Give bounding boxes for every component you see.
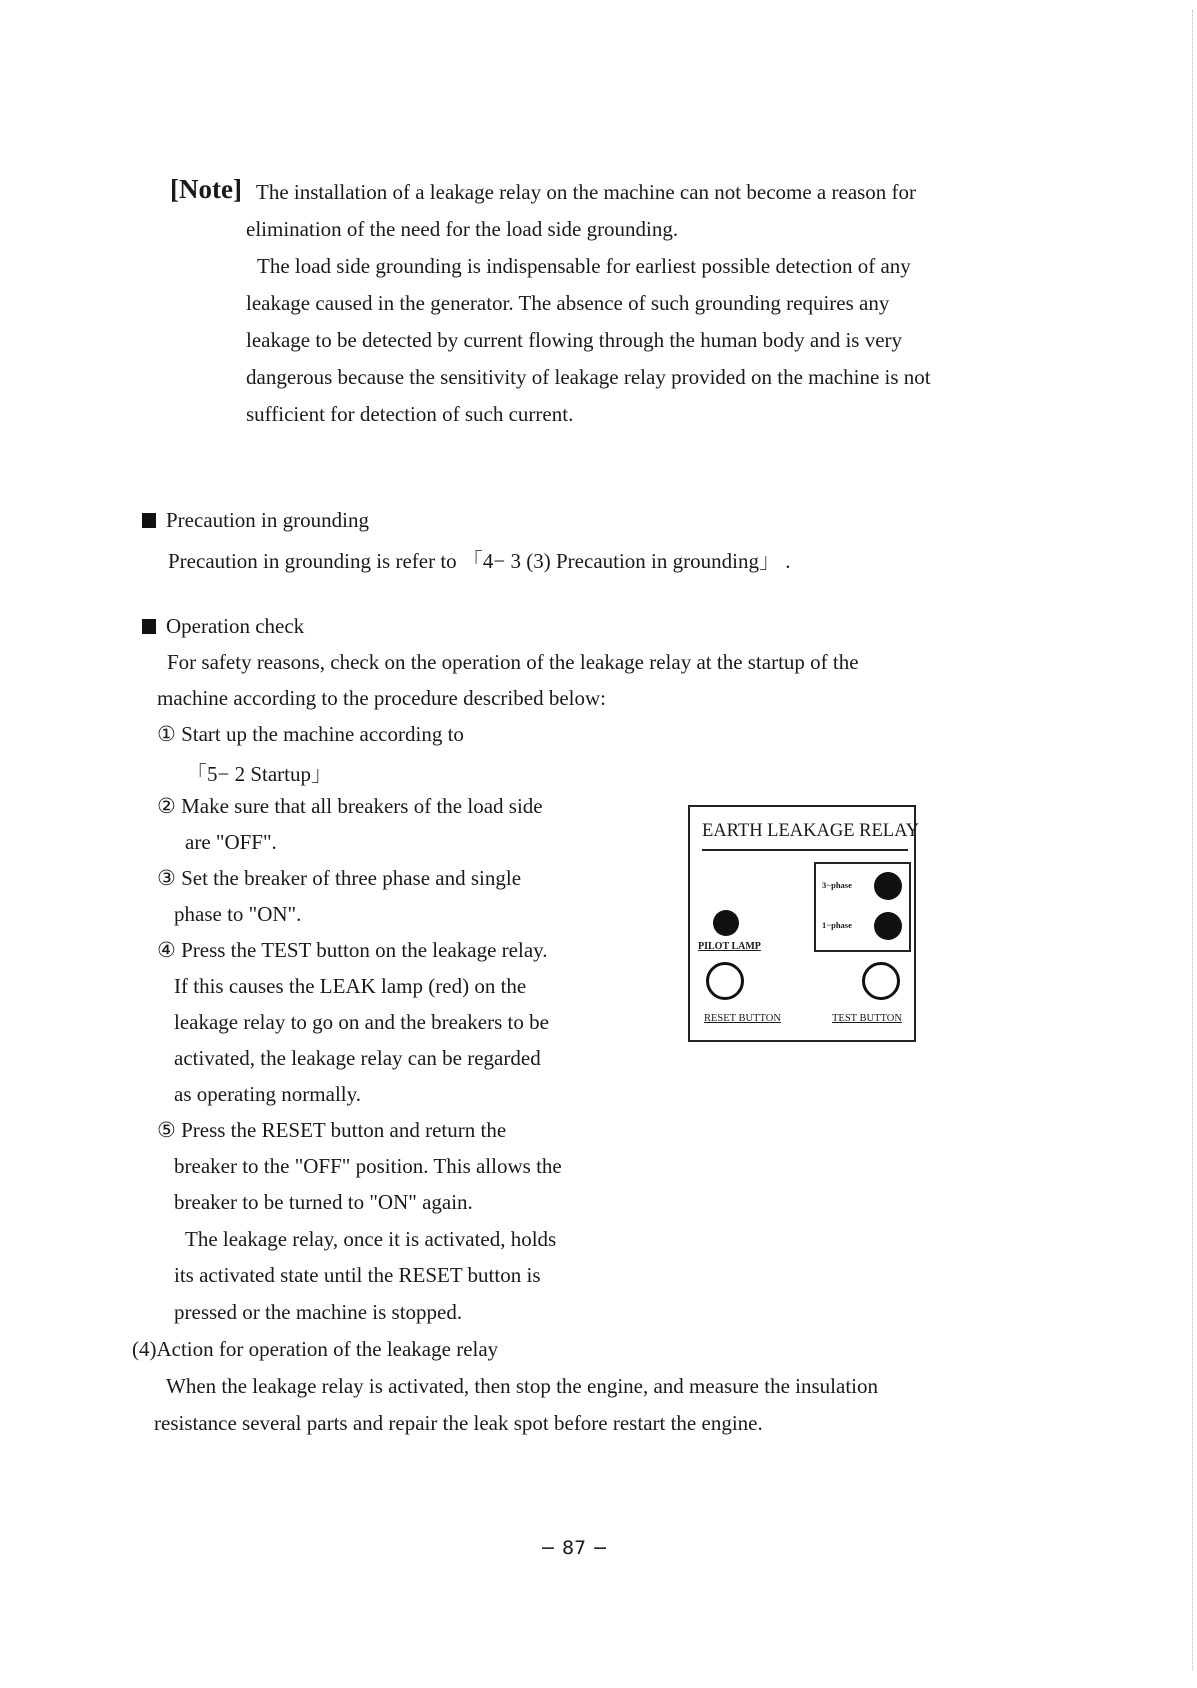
reset-button-label: RESET BUTTON — [704, 1013, 781, 1024]
step-line: as operating normally. — [174, 1082, 362, 1106]
test-button-icon — [862, 962, 900, 1000]
phase1-label: 1−phase — [822, 920, 852, 930]
note-line: elimination of the need for the load side grounding. — [246, 217, 679, 241]
step-line: leakage relay to go on and the breakers to be — [174, 1010, 549, 1034]
step-line: 「5− 2 Startup」 — [186, 762, 333, 786]
step-line: If this causes the LEAK lamp (red) on the — [174, 974, 527, 998]
phase1-lamp-icon — [874, 912, 902, 940]
step-line: phase to "ON". — [174, 902, 302, 926]
step-line: its activated state until the RESET button is — [174, 1263, 541, 1287]
note-line: sufficient for detection of such current. — [246, 402, 574, 426]
note-line: dangerous because the sensitivity of leakage relay provided on the machine is not — [246, 365, 931, 389]
grounding-text: Precaution in grounding is refer to 「4− 3 (3) Precaution in grounding」 . — [168, 549, 791, 573]
step-line: ① Start up the machine according to — [157, 722, 464, 746]
step-line: are "OFF". — [185, 830, 277, 854]
phase3-label: 3−phase — [822, 880, 852, 890]
phase-lamp-box — [814, 862, 911, 952]
step-line: pressed or the machine is stopped. — [174, 1300, 463, 1324]
operation-intro: For safety reasons, check on the operation of the leakage relay at the startup of the — [167, 650, 859, 674]
note-line: leakage caused in the generator. The absence of such grounding requires any — [246, 291, 890, 315]
step-line: ④ Press the TEST button on the leakage relay. — [157, 938, 548, 962]
note-line: The installation of a leakage relay on the machine can not become a reason for — [256, 180, 917, 204]
relay-panel-diagram — [688, 805, 920, 1042]
step-line: breaker to be turned to "ON" again. — [174, 1190, 473, 1214]
bullet-square-icon — [142, 513, 156, 528]
relay-panel-title: EARTH LEAKAGE RELAY — [702, 821, 920, 841]
operation-intro: machine according to the procedure described below: — [157, 686, 606, 710]
step-line: breaker to the "OFF" position. This allows the — [174, 1154, 562, 1178]
reset-button-icon — [706, 962, 744, 1000]
note-tag: [Note] — [170, 174, 242, 204]
title-underline — [702, 849, 908, 851]
test-button-label: TEST BUTTON — [832, 1013, 902, 1024]
operation-heading: Operation check — [142, 614, 304, 639]
step-line: The leakage relay, once it is activated, holds — [185, 1227, 557, 1251]
step-line: ③ Set the breaker of three phase and single — [157, 866, 522, 890]
step-line: ⑤ Press the RESET button and return the — [157, 1118, 507, 1142]
action-line: When the leakage relay is activated, then stop the engine, and measure the insulation — [166, 1374, 878, 1398]
pilot-lamp-icon — [713, 910, 739, 936]
bullet-square-icon — [142, 619, 156, 634]
step-line: activated, the leakage relay can be regarded — [174, 1046, 541, 1070]
phase3-lamp-icon — [874, 872, 902, 900]
scan-edge — [1190, 10, 1193, 1670]
step-line: ② Make sure that all breakers of the load side — [157, 794, 543, 818]
action-heading: (4)Action for operation of the leakage relay — [132, 1337, 499, 1361]
grounding-heading: Precaution in grounding — [142, 508, 369, 533]
note-line: The load side grounding is indispensable for earliest possible detection of any — [257, 254, 911, 278]
page-number: − 87 − — [540, 1537, 609, 1559]
pilot-lamp-label: PILOT LAMP — [698, 941, 761, 952]
action-line: resistance several parts and repair the leak spot before restart the engine. — [154, 1411, 763, 1435]
note-line: leakage to be detected by current flowing through the human body and is very — [246, 328, 903, 352]
